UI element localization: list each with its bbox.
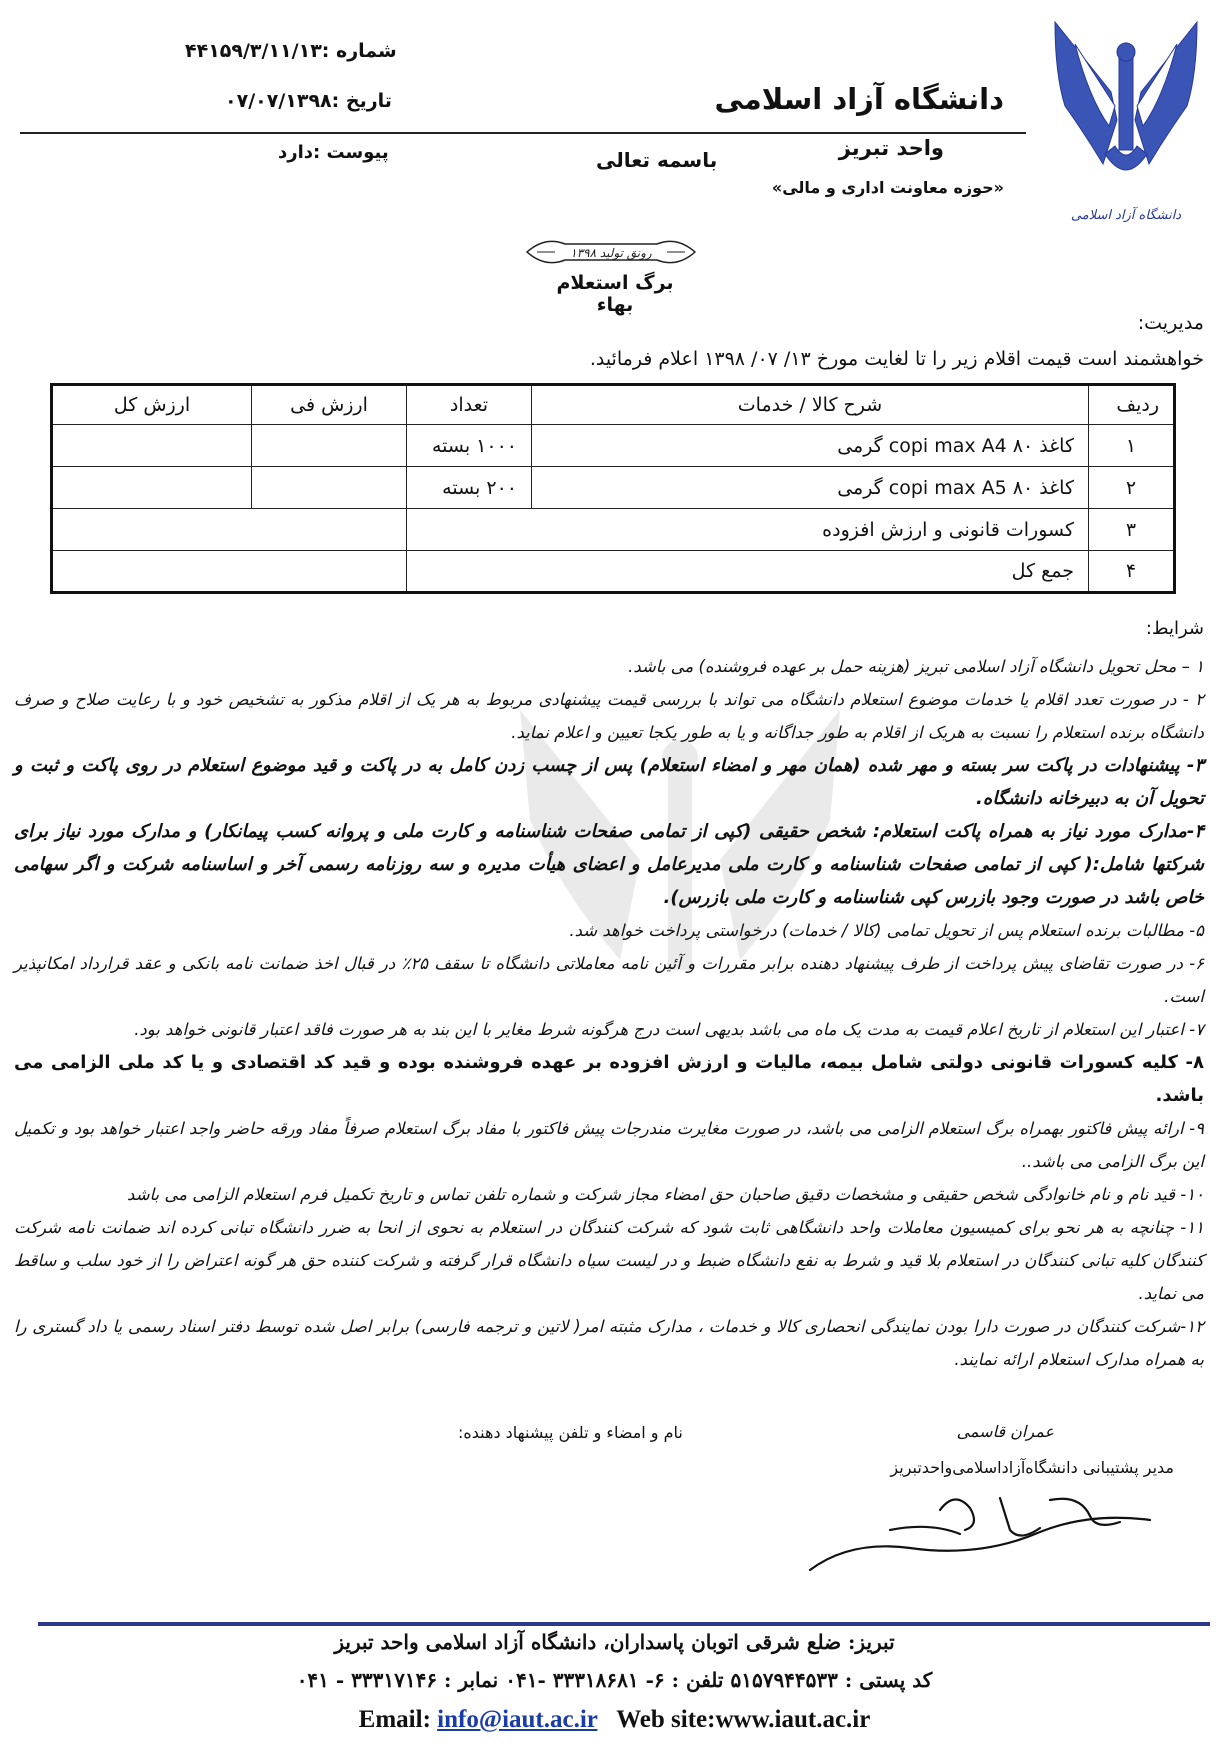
header-idx: ردیف	[1089, 385, 1175, 425]
date-label: تاریخ :	[331, 90, 392, 112]
condition-item: ۴-مدارک مورد نیاز به همراه پاکت استعلام: شخص حقیقی (کپی از تمامی صفحات شناسنامه و کارت ملی و پروانه کسب پیمانکار) و مدارک مورد نیاز برای شرکتها شامل:( کپی از تمامی صفحات شناسنامه و کارت ملی مدیرعامل و اعضای هیأت مدیره و سه روزنامه رسمی آخر و اساسنامه شرکت و اگر سهامی خاص باشد در صورت وجود بازرس کپی شناسنامه و کارت ملی بازرس).	[14, 821, 1204, 908]
row-desc: کاغذ copi max A4 ۸۰ گرمی	[532, 425, 1089, 467]
row-qty: ۱۰۰۰ بسته	[407, 425, 532, 467]
form-title: برگ استعلام بهاء	[556, 272, 674, 316]
email-link[interactable]: info@iaut.ac.ir	[437, 1706, 598, 1733]
number-value: ۴۴۱۵۹/۳/۱۱/۱۳	[185, 40, 322, 62]
items-table	[50, 383, 1176, 594]
salutation: مدیریت:	[1137, 312, 1204, 334]
row-total[interactable]	[52, 467, 252, 509]
attachment-label: پیوست :	[313, 142, 389, 163]
signer-name: عمران قاسمی	[956, 1422, 1054, 1441]
table-row	[52, 467, 1175, 509]
header-unit-price: ارزش فی	[252, 385, 407, 425]
row-desc: کسورات قانونی و ارزش افزوده	[407, 509, 1089, 551]
header-total: ارزش کل	[52, 385, 252, 425]
condition-item: ۷- اعتبار این استعلام از تاریخ اعلام قیمت به مدت یک ماه می باشد بدیهی است درج هرگونه شرط مغایر با این بند به هر صورت فاقد اعتبار قانونی خواهد بود.	[134, 1020, 1204, 1039]
condition-item: ۱۰- قید نام و نام خانوادگی شخص حقیقی و مشخصات دقیق صاحبان حق امضاء مجاز شرکت و شماره تلفن تماس و تاریخ تکمیل فرم استعلام الزامی می باشد	[127, 1185, 1204, 1204]
signer-title: مدیر پشتیبانی دانشگاه‌آزاداسلامی‌واحدتبریز	[890, 1458, 1174, 1477]
header-qty: تعداد	[407, 385, 532, 425]
table-row	[52, 551, 1175, 593]
letter-attachment	[278, 142, 389, 163]
table-row	[52, 509, 1175, 551]
website-text: Web site:www.iaut.ac.ir	[616, 1706, 871, 1733]
department-name: «حوزه معاونت اداری و مالی»	[771, 178, 1004, 197]
condition-item: ۲ - در صورت تعدد اقلام یا خدمات موضوع استعلام دانشگاه می تواند با بررسی قیمت پیشنهادی مربوط به هر یک از اقلام مذکور به تشخیص خود و با رعایت صلاح و صرف دانشگاه برنده استعلام را نسبت به هریک از اقلام به طور جداگانه و یا به طور یکجا تعیین و اعلام نماید.	[14, 690, 1204, 742]
letter-date	[225, 90, 392, 112]
header-divider	[20, 132, 1026, 134]
row-desc: جمع کل	[407, 551, 1089, 593]
condition-item: ۱ – محل تحویل دانشگاه آزاد اسلامی تبریز (هزینه حمل بر عهده فروشنده) می باشد.	[628, 657, 1204, 676]
motto-seal	[525, 234, 697, 270]
row-unit-price[interactable]	[252, 467, 407, 509]
footer-contacts: کد پستی : ۵۱۵۷۹۴۴۵۳۳ تلفن : ۶- ۳۳۳۱۸۶۸۱ -۰۴۱ نمابر : ۳۳۳۱۷۱۴۶ - ۰۴۱	[296, 1668, 933, 1692]
motto-text: رونق تولید ۱۳۹۸	[570, 246, 652, 260]
condition-item: ۶- در صورت تقاضای پیش پرداخت از طرف پیشنهاد دهنده برابر مقررات و آئین نامه معاملاتی دانشگاه تا سقف ۲۵٪ در قبال اخذ ضمانت نامه بانکی و عقد قرارداد امکانپذیر است.	[14, 954, 1204, 1006]
row-idx: ۳	[1089, 509, 1175, 551]
row-amount[interactable]	[52, 509, 407, 551]
university-logo	[1045, 14, 1207, 230]
row-desc: کاغذ copi max A5 ۸۰ گرمی	[532, 467, 1089, 509]
attachment-value: دارد	[278, 142, 314, 163]
table-header-row	[52, 385, 1175, 425]
row-idx: ۴	[1089, 551, 1175, 593]
footer-web	[0, 1706, 1229, 1734]
condition-item: ۵- مطالبات برنده استعلام پس از تحویل تمامی (کالا / خدمات) درخواستی پرداخت خواهد شد.	[569, 921, 1204, 940]
condition-item: ۹- ارائه پیش فاکتور بهمراه برگ استعلام الزامی می باشد، در صورت مغایرت مندرجات پیش فاکتور با مفاد برگ استعلام صرفاً مفاد ورقه حاضر واجد اعتبار خواهد بود و تکمیل این برگ الزامی می باشد..	[14, 1119, 1204, 1171]
date-value: ۰۷/۰۷/۱۳۹۸	[225, 90, 332, 112]
condition-item: ۱۱- چنانچه به هر نحو برای کمیسیون معاملات واحد دانشگاهی ثابت شود که شرکت کنندگان در استعلام به نحوی از انحا به ضرر دانشگاه تبانی کرده اند ضمانت نامه شرکت کنندگان کلیه تبانی کنندگان در استعلام بلا قید و شرط به نفع دانشگاه ضبط و در لیست سیاه دانشگاه قرار گرفته و شرکت کننده حق هر گونه اعتراض را از خود سلب و ساقط می نماید.	[14, 1218, 1204, 1303]
row-idx: ۱	[1089, 425, 1175, 467]
handwritten-signature	[790, 1470, 1170, 1590]
conditions-title: شرایط:	[1145, 618, 1204, 639]
row-total[interactable]	[52, 425, 252, 467]
university-name: دانشگاه آزاد اسلامی	[714, 82, 1004, 116]
footer-address: تبریز: ضلع شرقی اتوبان پاسداران، دانشگاه آزاد اسلامی واحد تبریز	[334, 1630, 895, 1654]
condition-item: ۱۲-شرکت کنندگان در صورت دارا بودن نمایندگی انحصاری کالا و خدمات ، مدارک مثبته امر( لاتین و ترجمه فارسی) برابر اصل شده توسط دفتر اسناد رسمی یا داد گستری را به همراه مدارک استعلام ارائه نمایند.	[14, 1317, 1204, 1369]
branch-name: واحد تبریز	[838, 136, 944, 160]
condition-item: ۸- کلیه کسورات قانونی دولتی شامل بیمه، مالیات و ارزش افزوده بر عهده فروشنده بوده و قید کد اقتصادی و یا کد ملی الزامی می باشد.	[14, 1052, 1204, 1106]
bidder-signature-label: نام و امضاء و تلفن پیشنهاد دهنده:	[458, 1423, 683, 1442]
header-desc: شرح کالا / خدمات	[532, 385, 1089, 425]
row-unit-price[interactable]	[252, 425, 407, 467]
table-row	[52, 425, 1175, 467]
row-idx: ۲	[1089, 467, 1175, 509]
conditions-list	[14, 650, 1204, 1376]
number-label: شماره :	[321, 40, 397, 62]
row-amount[interactable]	[52, 551, 407, 593]
condition-item: ۳- پیشنهادات در پاکت سر بسته و مهر شده (همان مهر و امضاء استعلام) پس از چسب زدن کامل به در پاکت و قید موضوع استعلام در روی پاکت و ثبت و تحویل آن به دبیرخانه دانشگاه.	[14, 755, 1204, 809]
footer-divider	[38, 1622, 1210, 1626]
email-label: Email:	[358, 1706, 431, 1733]
row-qty: ۲۰۰ بسته	[407, 467, 532, 509]
logo-caption: دانشگاه آزاد اسلامی	[1070, 208, 1182, 223]
bismillah: باسمه تعالی	[596, 148, 718, 172]
letter-number	[185, 40, 397, 62]
request-text: خواهشمند است قیمت اقلام زیر را تا لغایت مورخ ۱۳/ ۰۷/ ۱۳۹۸ اعلام فرمائید.	[589, 348, 1204, 370]
